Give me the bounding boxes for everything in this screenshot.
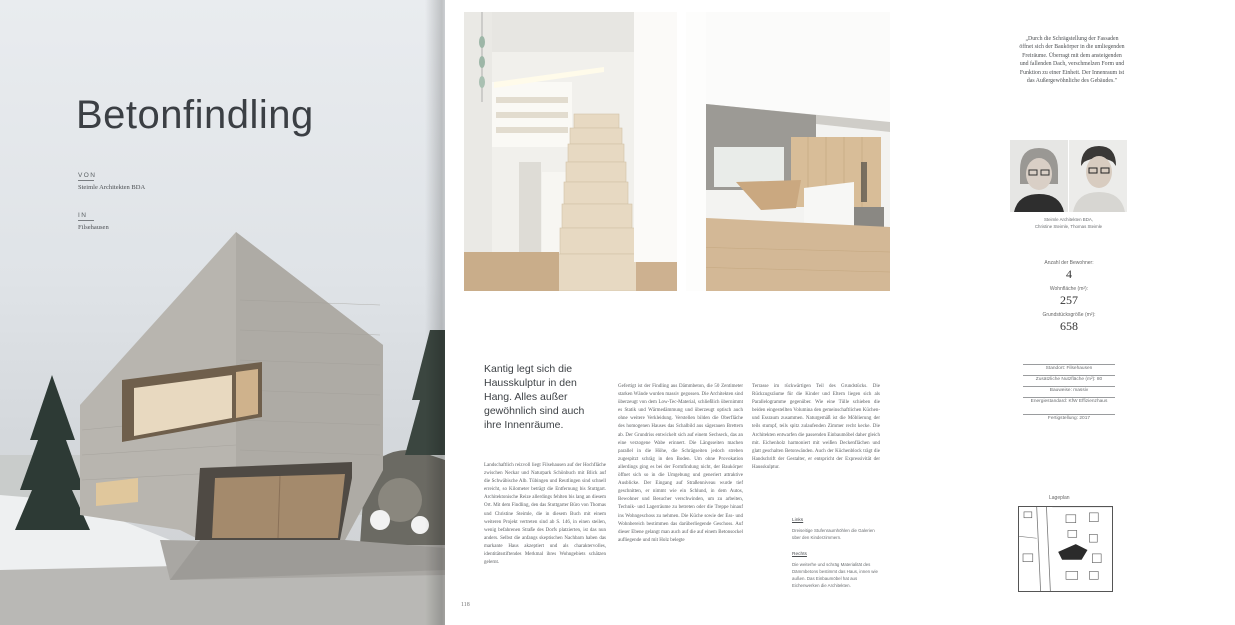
architects-caption-line2: Christine Steimle, Thomas Steimle xyxy=(1034,224,1103,229)
stat-label-plot-size: Grundstücksgröße (m²): xyxy=(1042,312,1096,318)
info-energy-standard: Energiestandard: KfW Effizienzhaus xyxy=(1023,397,1115,405)
spine-shadow xyxy=(425,0,445,625)
in-label: IN xyxy=(78,212,88,219)
caption-links-title: Links xyxy=(792,518,804,523)
portrait-thomas-steimle xyxy=(1069,140,1127,212)
page-title: Betonfindling xyxy=(76,93,314,137)
stat-label-residents: Anzahl der Bewohner: xyxy=(1044,260,1094,266)
stat-value-residents: 4 xyxy=(1066,267,1072,281)
stat-label-living-area: Wohnfläche (m²): xyxy=(1049,286,1089,292)
von-label: VON xyxy=(78,172,97,179)
architects-caption-line1: Steimle Architekten BDA, xyxy=(1043,217,1094,222)
interior-stair-photo xyxy=(464,12,677,291)
info-location: Standort: Filsehausen xyxy=(1023,364,1115,372)
caption-rechts-title: Rechts xyxy=(792,552,807,557)
caption-rechts-text: Die weiterhe und schräg Materialität des Dämmbetons bestimmt das Haus, innen wie außen. Das Einbaumöbel hat aus Eichenwerken die Architekten. xyxy=(792,562,878,588)
stat-value-living-area: 257 xyxy=(1060,293,1078,307)
article-column-3: Terrasse im rückwärtigen Teil des Grundstücks. Die Rückzugsräume für die Kinder und Eltern liegen sich als Parallelogramme gegenüber. Wie eine Tülle schieben die beiden eingestellten Volumina den gemeinschaftlichen Küchen- und Essraum zusammen. Naturgemäß ist die Möblierung der teils stumpf, teils spitz zulaufenden Zimmer recht kecke. Die Architekten entwarfen die passenden Einbaumöbel daher gleich mit. Eichenholz harmoniert mit weißen Deckenflächen und glatt geschalten Betonwänden. Auch der Küchenblock trägt die Handschrift der Gestalter, er entspricht der Expressivität der Hausskulptur. xyxy=(752,384,880,470)
stat-value-plot-size: 658 xyxy=(1060,319,1078,333)
von-rule xyxy=(78,180,94,181)
article-column-2: Gefertigt ist der Findling aus Dämmbeton, die 50 Zentimeter starken Wände wurden massiv gegossen. Die Architekten sind überzeugt von dem Low-Tec-Material, schließlich übernimmt es Statik und Wärmedämmung und überzeugt optisch auch ohne weitere Verkleidung. Verstellen bilden die Oberfläche des homogenen Hauses das Schalbild aus sägerauen Brettern ab. Der Grundriss entwickelt sich auf einem Sechseck, das an eine verzogene Wabe erinnert. Die Längsseiten machen parallel in die Höhe, die Schrägseiten jedoch streben zugespitzt schräg in den Boden. Um ohne Provokation allerdings ging es bei der Formfindung nicht, der Baukörper öffnet sich so in die Umgebung und generiert attraktive Ausblicke. Der Eingang auf Straßenniveau wurde tief geschnitten, er nimmt wie ein Schlund, in dem Autos, Bewohner und Besucher verschwinden, um zu arbeiten, Technik- und Lagerräume zu betreten oder die Treppe hinauf ins Wohngeschoss zu nehmen. Die Küche sowie der Ess- und Wohnbereich bestimmen das darüberliegende Geschoss. Auf dieser Ebene gelangt man auch auf die auf einem Betonsockel aufliegende und mit Holz belegte xyxy=(618,384,743,543)
site-plan-label: Lageplan xyxy=(1049,495,1070,501)
info-completion: Fertigstellung: 2017 xyxy=(1023,414,1115,422)
article-headline: Kantig legt sich die Hausskulptur in den Hang. Alles außer gewöhnlich sind auch ihre Innenräume. xyxy=(484,363,585,431)
info-construction: Bauweise: massiv xyxy=(1023,386,1115,394)
info-additional-area: Zusätzliche Nutzfläche (m²): 80 xyxy=(1023,375,1115,383)
in-rule xyxy=(78,220,94,221)
portrait-christine-steimle xyxy=(1010,140,1068,212)
caption-links-text: Dreiseitige Stufenraumhöhlen die Galerien über den Kinderzimmern. xyxy=(792,528,875,540)
interior-kitchen-photo xyxy=(686,12,890,291)
architects-caption xyxy=(1010,216,1127,230)
pull-quote: „Durch die Schrägstellung der Fassaden öffnet sich der Baukörper in die umliegenden Freiräume. Überragt mit dem ansteigenden und fallenden Dach, verschmelzen Form und Funktion zu einer Einheit. Der Innenraum ist das Außergewöhnliche des Gebäudes." xyxy=(1019,36,1125,85)
page-number: 118 xyxy=(461,602,470,608)
site-plan-map xyxy=(1018,506,1113,592)
in-value: Filsehausen xyxy=(78,224,109,231)
von-value: Steimle Architekten BDA xyxy=(78,184,146,191)
article-column-1: Landschaftlich reizvoll liegt Filsehausen auf der Hochfläche zwischen Neckar und Naturpark Schönbuch mit Blick auf die Schwäbische Alb. Tübingen und Reutlingen sind schnell erreicht, so Kilometer beträgt die Entfernung bis Stuttgart. Architektonische Reize allerdings fehlten bis lang an diesem Ort. Mit dem Findling, den das Stuttgarter Büro von Thomas und Christine Steimle, die in diesem Buch mit einem weiteren Projekt vertreten sind ab S. 146, in einen steilen, wenig befahrenen Straße des Dorfs platzierten, ist das nun anders. Selbst die anfangs skeptischen Nachbarn haben das markante Haus akzeptiert und als charaktervolles, identitätsstiftendes Merkmal ihres Wohngebiets schätzen gelernt. xyxy=(484,463,606,566)
